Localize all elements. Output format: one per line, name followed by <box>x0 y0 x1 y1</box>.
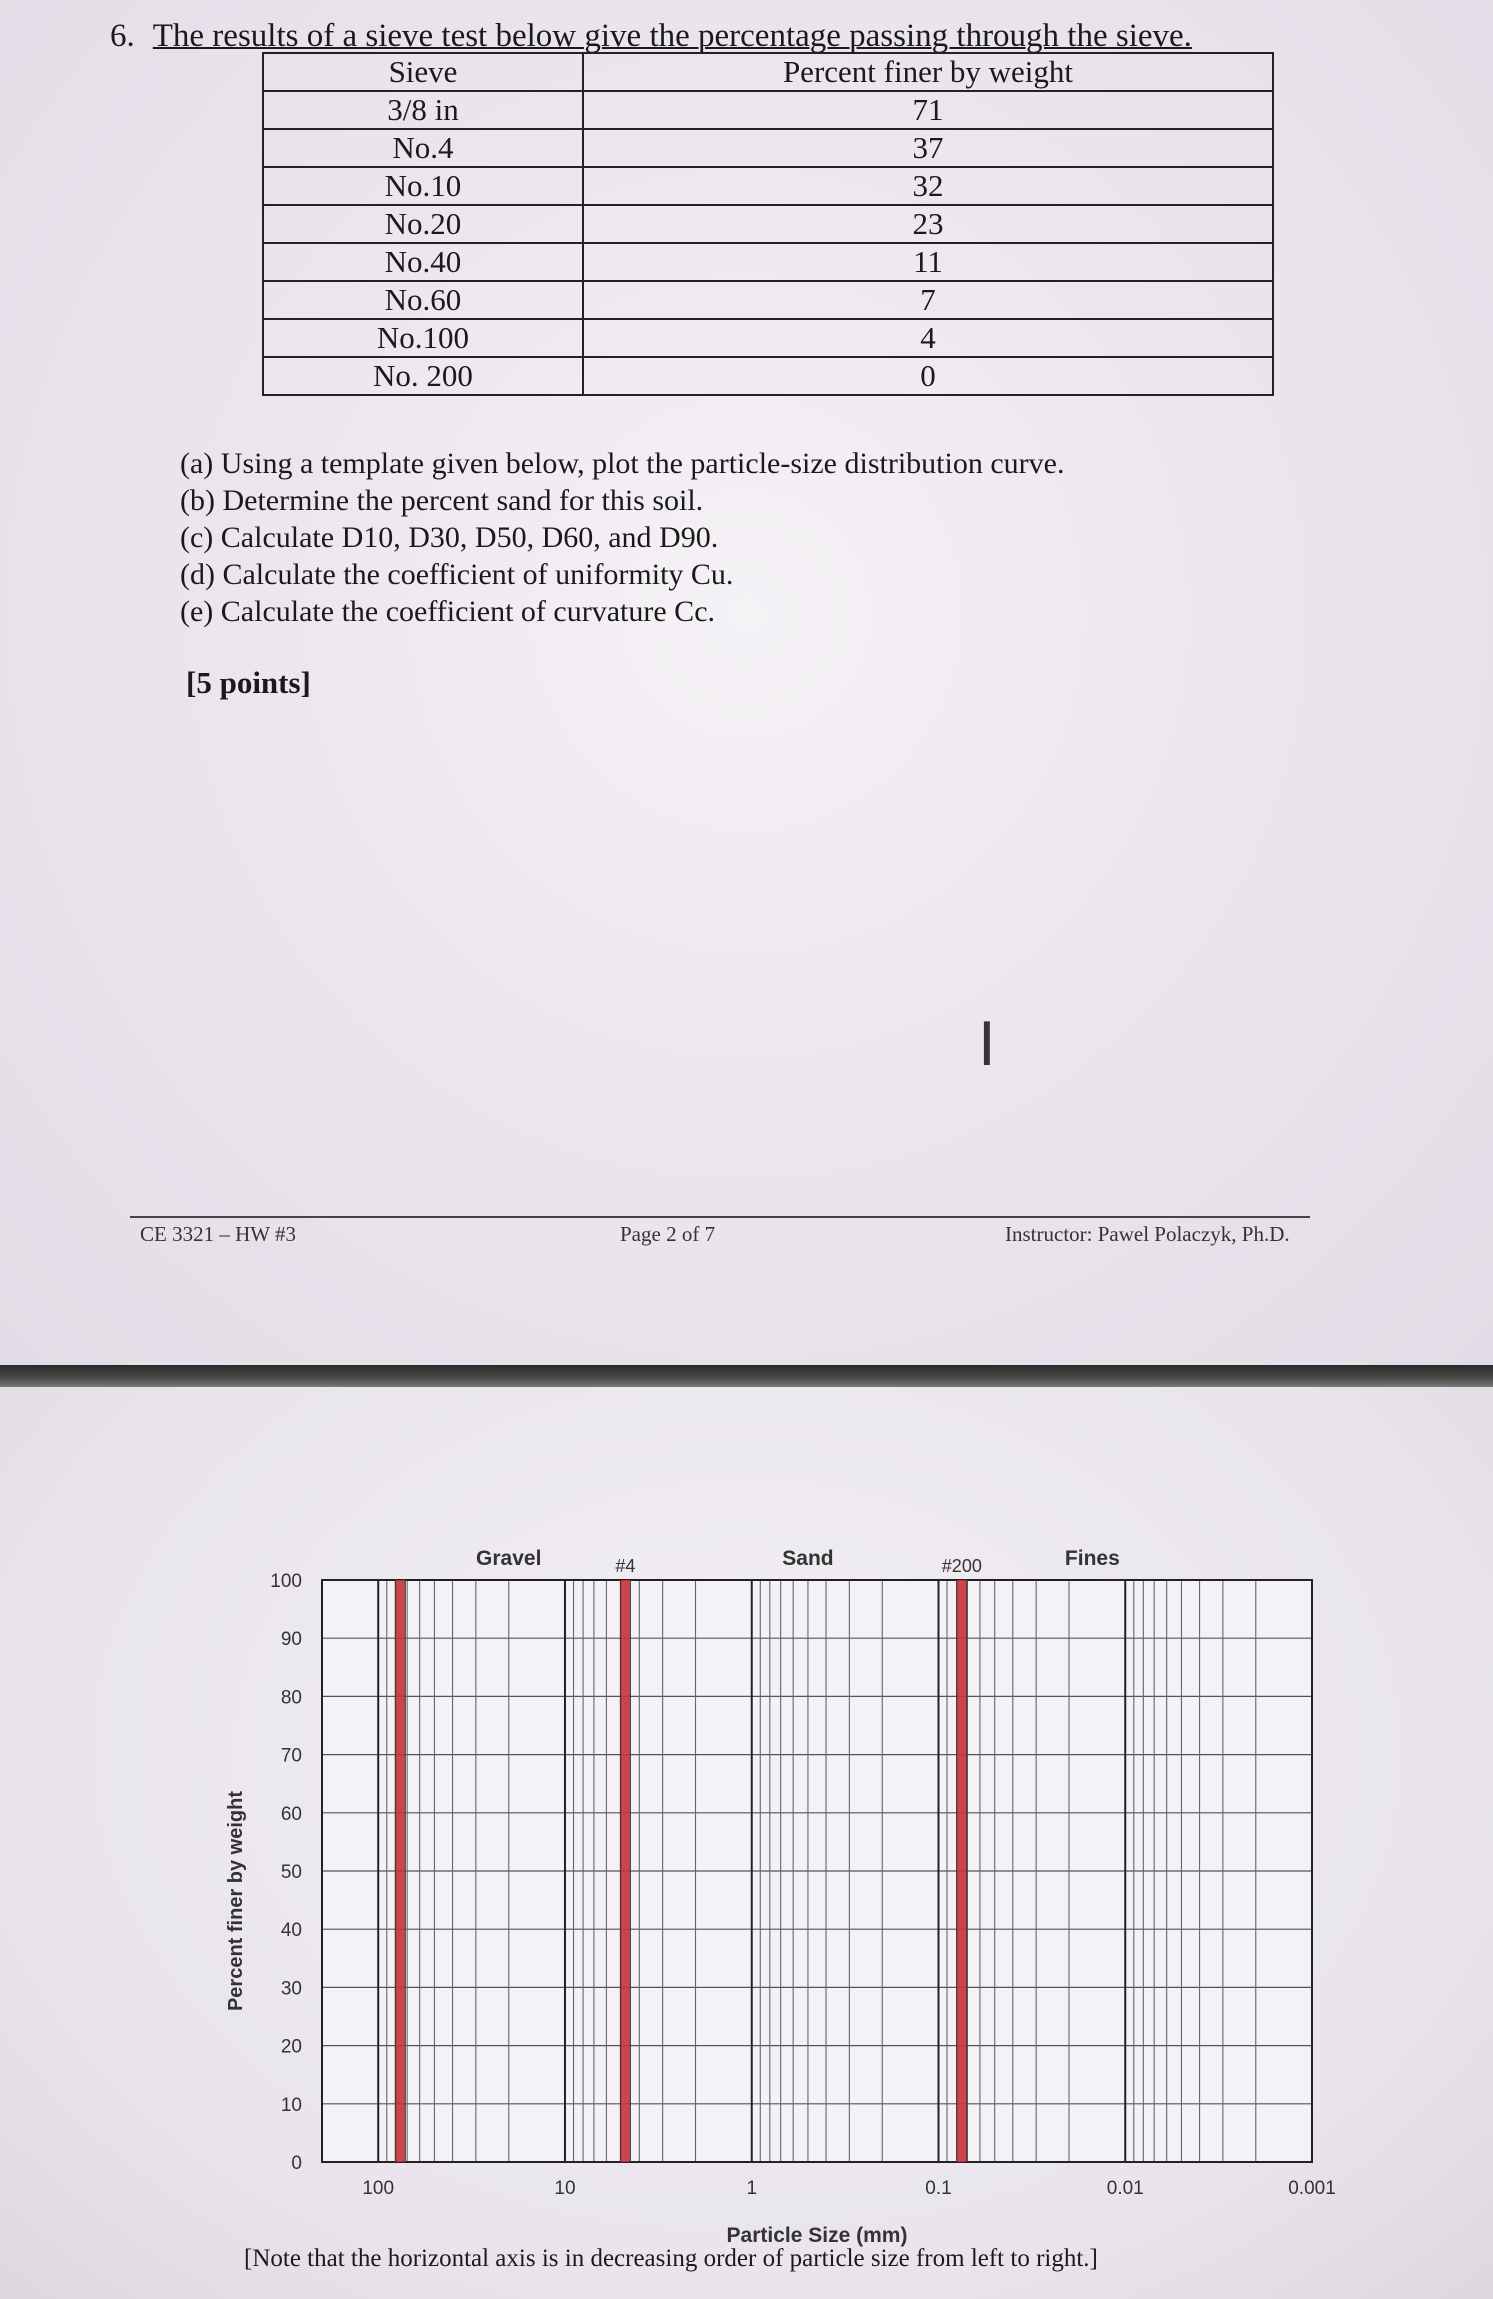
percent-cell: 11 <box>583 243 1273 281</box>
sieve-cell: No.40 <box>263 243 583 281</box>
sieve-cell: No.60 <box>263 281 583 319</box>
percent-cell: 37 <box>583 129 1273 167</box>
y-tick-label: 90 <box>280 1629 302 1651</box>
x-tick-label: 0.1 <box>925 2178 952 2199</box>
question-number: 6. <box>110 18 135 54</box>
points-label: [5 points] <box>186 665 311 700</box>
y-axis-label: Percent finer by weight <box>225 1790 247 2012</box>
zone-label: Fines <box>1064 1547 1120 1570</box>
y-tick-label: 30 <box>280 1978 302 2000</box>
x-axis-label: Particle Size (mm) <box>726 2224 908 2247</box>
x-tick-label: 10 <box>554 2178 576 2199</box>
sieve-marker-label: #4 <box>615 1556 636 1576</box>
y-tick-label: 20 <box>280 2036 302 2058</box>
percent-cell: 71 <box>583 91 1273 129</box>
y-tick-label: 40 <box>280 1920 302 1942</box>
sieve-marker-label: #200 <box>941 1556 982 1576</box>
text-cursor-icon: I <box>978 1010 996 1080</box>
part-c: (c) Calculate D10, D30, D50, D60, and D90. <box>180 521 719 554</box>
sieve-cell: 3/8 in <box>263 91 583 129</box>
percent-cell: 32 <box>583 167 1273 205</box>
axis-note: [Note that the horizontal axis is in decreasing order of particle size from left to right.] <box>244 2245 1098 2272</box>
zone-label: Gravel <box>476 1547 542 1570</box>
y-tick-label: 100 <box>270 1571 302 1592</box>
part-d: (d) Calculate the coefficient of uniformity Cu. <box>180 558 734 591</box>
header-sieve: Sieve <box>263 53 583 91</box>
footer-course: CE 3321 – HW #3 <box>140 1222 296 1246</box>
x-tick-label: 0.01 <box>1106 2178 1144 2199</box>
footer-instructor: Instructor: Pawel Polaczyk, Ph.D. <box>1005 1222 1290 1246</box>
sieve-cell: No.10 <box>263 167 583 205</box>
y-tick-label: 0 <box>291 2153 302 2174</box>
percent-cell: 23 <box>583 205 1273 243</box>
y-tick-label: 10 <box>280 2094 302 2116</box>
part-b: (b) Determine the percent sand for this soil. <box>180 484 704 517</box>
sieve-cell: No. 200 <box>263 357 583 395</box>
y-tick-label: 70 <box>280 1745 302 1767</box>
sieve-marker-line <box>957 1580 967 2162</box>
zone-label: Sand <box>782 1547 834 1570</box>
sieve-marker-line <box>395 1580 405 2162</box>
header-percent: Percent finer by weight <box>583 53 1273 91</box>
percent-cell: 4 <box>583 319 1273 357</box>
percent-cell: 0 <box>583 357 1273 395</box>
sieve-cell: No.20 <box>263 205 583 243</box>
part-a: (a) Using a template given below, plot the particle-size distribution curve. <box>180 447 1065 480</box>
y-tick-label: 60 <box>280 1803 302 1825</box>
x-tick-label: 0.001 <box>1288 2178 1336 2199</box>
percent-cell: 7 <box>583 281 1273 319</box>
y-tick-label: 80 <box>280 1687 302 1709</box>
question-text: The results of a sieve test below give the percentage passing through the sieve. <box>152 18 1192 54</box>
y-tick-label: 50 <box>280 1862 302 1883</box>
x-tick-label: 100 <box>362 2178 395 2199</box>
footer-page-number: Page 2 of 7 <box>620 1222 716 1246</box>
sieve-marker-line <box>620 1580 630 2162</box>
x-tick-label: 1 <box>746 2178 758 2199</box>
sieve-cell: No.4 <box>263 129 583 167</box>
sieve-cell: No.100 <box>263 319 583 357</box>
part-e: (e) Calculate the coefficient of curvature Cc. <box>180 595 716 628</box>
